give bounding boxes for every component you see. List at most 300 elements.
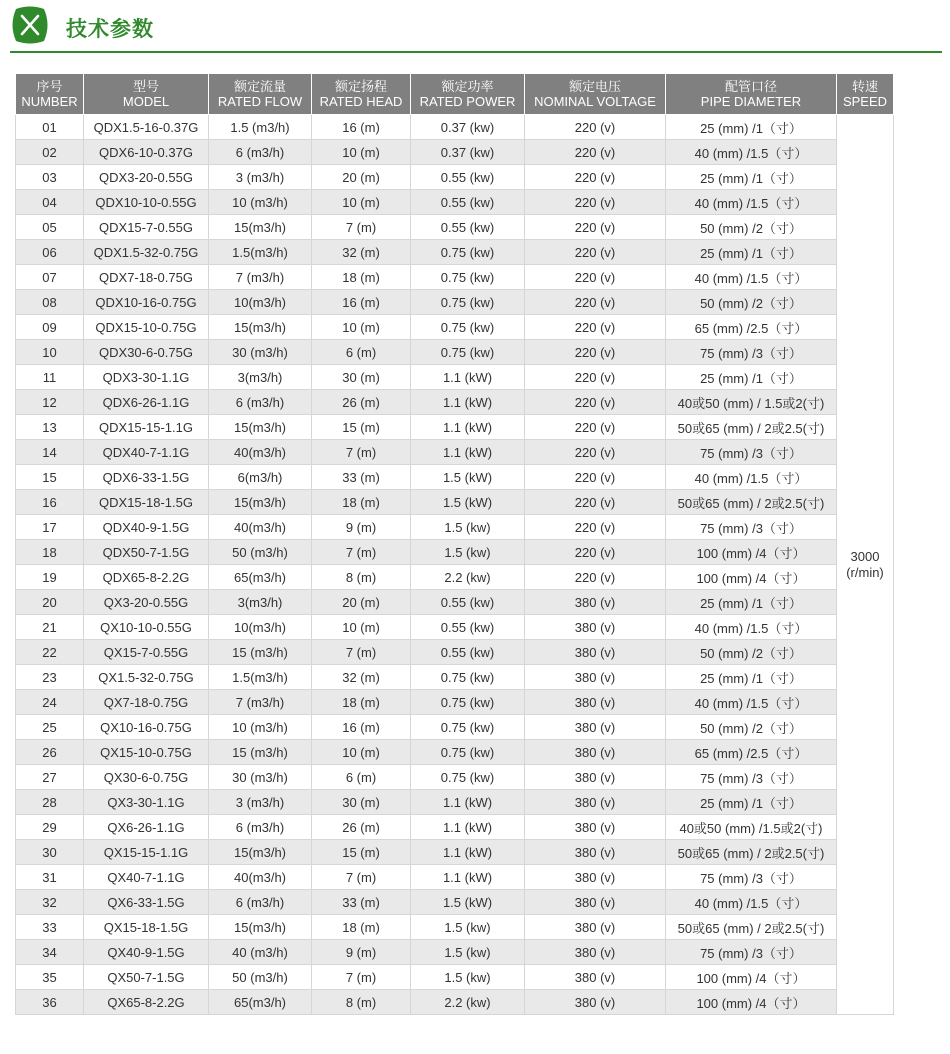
- cell-rated-flow: 10 (m3/h): [209, 715, 312, 740]
- table-row: [16, 415, 894, 440]
- cell-model: QX3-20-0.55G: [84, 590, 209, 615]
- table-row: [16, 890, 894, 915]
- cell-pipe-diameter: 100 (mm) /4（寸）: [666, 540, 837, 565]
- cell-number: 35: [16, 965, 84, 990]
- cell-rated-head: 18 (m): [312, 265, 411, 290]
- cell-rated-flow: 1.5 (m3/h): [209, 115, 312, 140]
- cell-model: QDX15-10-0.75G: [84, 315, 209, 340]
- cell-rated-head: 6 (m): [312, 765, 411, 790]
- cell-nominal-voltage: 380 (v): [525, 990, 666, 1015]
- cell-rated-head: 18 (m): [312, 915, 411, 940]
- cell-number: 07: [16, 265, 84, 290]
- table-row: [16, 640, 894, 665]
- cell-pipe-diameter: 75 (mm) /3（寸）: [666, 340, 837, 365]
- cell-pipe-diameter: 40 (mm) /1.5（寸）: [666, 890, 837, 915]
- cell-model: QDX65-8-2.2G: [84, 565, 209, 590]
- cell-number: 27: [16, 765, 84, 790]
- table-row: [16, 140, 894, 165]
- table-body: [16, 115, 894, 1015]
- cell-rated-power: 0.75 (kw): [411, 315, 525, 340]
- cell-rated-head: 26 (m): [312, 390, 411, 415]
- header-number: 序号 NUMBER: [16, 74, 84, 115]
- cell-pipe-diameter: 40 (mm) /1.5（寸）: [666, 190, 837, 215]
- cell-rated-flow: 15(m3/h): [209, 840, 312, 865]
- cell-pipe-diameter: 50或65 (mm) / 2或2.5(寸): [666, 490, 837, 515]
- cell-rated-flow: 30 (m3/h): [209, 765, 312, 790]
- header-rated-power: 额定功率 RATED POWER: [411, 74, 525, 115]
- cell-rated-head: 7 (m): [312, 965, 411, 990]
- cell-number: 14: [16, 440, 84, 465]
- cell-nominal-voltage: 220 (v): [525, 540, 666, 565]
- cell-rated-power: 1.5 (kw): [411, 940, 525, 965]
- cell-number: 09: [16, 315, 84, 340]
- cell-number: 19: [16, 565, 84, 590]
- cell-rated-head: 30 (m): [312, 790, 411, 815]
- cell-nominal-voltage: 380 (v): [525, 915, 666, 940]
- cell-rated-power: 0.55 (kw): [411, 615, 525, 640]
- cell-rated-head: 7 (m): [312, 440, 411, 465]
- cell-nominal-voltage: 220 (v): [525, 215, 666, 240]
- table-row: [16, 665, 894, 690]
- cell-rated-head: 7 (m): [312, 215, 411, 240]
- cell-nominal-voltage: 380 (v): [525, 640, 666, 665]
- cell-rated-head: 15 (m): [312, 415, 411, 440]
- cell-rated-head: 16 (m): [312, 115, 411, 140]
- cell-number: 11: [16, 365, 84, 390]
- cell-nominal-voltage: 380 (v): [525, 615, 666, 640]
- cell-nominal-voltage: 380 (v): [525, 840, 666, 865]
- table-row: [16, 115, 894, 140]
- cell-pipe-diameter: 75 (mm) /3（寸）: [666, 940, 837, 965]
- cell-model: QDX7-18-0.75G: [84, 265, 209, 290]
- cell-pipe-diameter: 75 (mm) /3（寸）: [666, 865, 837, 890]
- cell-pipe-diameter: 75 (mm) /3（寸）: [666, 765, 837, 790]
- cell-rated-power: 0.37 (kw): [411, 115, 525, 140]
- cell-nominal-voltage: 380 (v): [525, 815, 666, 840]
- cell-rated-flow: 3 (m3/h): [209, 790, 312, 815]
- cell-rated-head: 10 (m): [312, 315, 411, 340]
- cell-rated-flow: 15(m3/h): [209, 215, 312, 240]
- cell-rated-flow: 30 (m3/h): [209, 340, 312, 365]
- cell-rated-head: 30 (m): [312, 365, 411, 390]
- cell-number: 02: [16, 140, 84, 165]
- cell-number: 24: [16, 690, 84, 715]
- cell-model: QDX10-10-0.55G: [84, 190, 209, 215]
- cell-model: QDX10-16-0.75G: [84, 290, 209, 315]
- header-rated-head: 额定扬程 RATED HEAD: [312, 74, 411, 115]
- cell-rated-power: 0.75 (kw): [411, 715, 525, 740]
- table-header-row: [16, 74, 894, 115]
- cell-pipe-diameter: 50或65 (mm) / 2或2.5(寸): [666, 915, 837, 940]
- cell-rated-head: 20 (m): [312, 165, 411, 190]
- table-row: [16, 390, 894, 415]
- cell-rated-power: 1.1 (kW): [411, 865, 525, 890]
- cell-model: QDX15-7-0.55G: [84, 215, 209, 240]
- speed-unit: (r/min): [846, 564, 884, 580]
- cell-nominal-voltage: 380 (v): [525, 890, 666, 915]
- cell-model: QX15-10-0.75G: [84, 740, 209, 765]
- cell-rated-flow: 1.5(m3/h): [209, 665, 312, 690]
- cell-nominal-voltage: 220 (v): [525, 440, 666, 465]
- table-row: [16, 490, 894, 515]
- cell-rated-power: 1.1 (kW): [411, 390, 525, 415]
- cell-rated-flow: 15(m3/h): [209, 415, 312, 440]
- cell-rated-power: 0.75 (kw): [411, 290, 525, 315]
- table-row: [16, 515, 894, 540]
- cell-model: QX10-16-0.75G: [84, 715, 209, 740]
- cell-nominal-voltage: 220 (v): [525, 290, 666, 315]
- cell-number: 03: [16, 165, 84, 190]
- cell-rated-power: 0.75 (kw): [411, 340, 525, 365]
- cell-model: QX10-10-0.55G: [84, 615, 209, 640]
- cell-model: QX7-18-0.75G: [84, 690, 209, 715]
- cell-nominal-voltage: 220 (v): [525, 140, 666, 165]
- cell-nominal-voltage: 220 (v): [525, 515, 666, 540]
- cell-number: 23: [16, 665, 84, 690]
- cell-model: QX3-30-1.1G: [84, 790, 209, 815]
- cell-rated-power: 1.1 (kW): [411, 440, 525, 465]
- cell-model: QDX15-18-1.5G: [84, 490, 209, 515]
- cell-pipe-diameter: 75 (mm) /3（寸）: [666, 440, 837, 465]
- cell-pipe-diameter: 25 (mm) /1（寸）: [666, 165, 837, 190]
- cell-rated-head: 10 (m): [312, 190, 411, 215]
- cell-rated-power: 1.5 (kw): [411, 965, 525, 990]
- cell-model: QDX40-7-1.1G: [84, 440, 209, 465]
- page-title: 技术参数: [66, 17, 154, 41]
- cell-rated-flow: 40(m3/h): [209, 865, 312, 890]
- cell-nominal-voltage: 220 (v): [525, 490, 666, 515]
- table-row: [16, 440, 894, 465]
- cell-rated-flow: 6 (m3/h): [209, 140, 312, 165]
- cell-rated-flow: 3 (m3/h): [209, 165, 312, 190]
- table-row: [16, 590, 894, 615]
- table-row: [16, 865, 894, 890]
- cell-rated-power: 0.37 (kw): [411, 140, 525, 165]
- table-row: [16, 240, 894, 265]
- cell-pipe-diameter: 40 (mm) /1.5（寸）: [666, 265, 837, 290]
- cell-rated-head: 8 (m): [312, 990, 411, 1015]
- cell-rated-flow: 6(m3/h): [209, 465, 312, 490]
- cell-rated-flow: 6 (m3/h): [209, 890, 312, 915]
- cell-number: 01: [16, 115, 84, 140]
- cell-rated-flow: 10(m3/h): [209, 615, 312, 640]
- cell-rated-head: 10 (m): [312, 140, 411, 165]
- cell-model: QDX3-30-1.1G: [84, 365, 209, 390]
- cell-rated-power: 0.75 (kw): [411, 265, 525, 290]
- cell-rated-head: 7 (m): [312, 865, 411, 890]
- table-row: [16, 965, 894, 990]
- cell-nominal-voltage: 380 (v): [525, 690, 666, 715]
- header-pipe-diameter: 配管口径 PIPE DIAMETER: [666, 74, 837, 115]
- header-rated-flow: 额定流量 RATED FLOW: [209, 74, 312, 115]
- cell-rated-power: 1.5 (kW): [411, 465, 525, 490]
- x-cross-badge-icon: [10, 5, 50, 45]
- cell-pipe-diameter: 25 (mm) /1（寸）: [666, 365, 837, 390]
- cell-rated-power: 2.2 (kw): [411, 990, 525, 1015]
- cell-pipe-diameter: 40或50 (mm) / 1.5或2(寸): [666, 390, 837, 415]
- cell-model: QDX1.5-16-0.37G: [84, 115, 209, 140]
- cell-model: QDX6-33-1.5G: [84, 465, 209, 490]
- cell-nominal-voltage: 380 (v): [525, 965, 666, 990]
- cell-rated-power: 1.5 (kw): [411, 515, 525, 540]
- cell-model: QX40-9-1.5G: [84, 940, 209, 965]
- cell-number: 34: [16, 940, 84, 965]
- cell-pipe-diameter: 50 (mm) /2（寸）: [666, 640, 837, 665]
- cell-model: QX50-7-1.5G: [84, 965, 209, 990]
- cell-rated-head: 18 (m): [312, 690, 411, 715]
- cell-pipe-diameter: 50或65 (mm) / 2或2.5(寸): [666, 840, 837, 865]
- table-row: [16, 815, 894, 840]
- cell-number: 10: [16, 340, 84, 365]
- cell-pipe-diameter: 25 (mm) /1（寸）: [666, 115, 837, 140]
- cell-pipe-diameter: 40 (mm) /1.5（寸）: [666, 690, 837, 715]
- cell-pipe-diameter: 50 (mm) /2（寸）: [666, 715, 837, 740]
- cell-pipe-diameter: 100 (mm) /4（寸）: [666, 990, 837, 1015]
- cell-pipe-diameter: 75 (mm) /3（寸）: [666, 515, 837, 540]
- table-row: [16, 765, 894, 790]
- table-row: [16, 990, 894, 1015]
- cell-nominal-voltage: 220 (v): [525, 340, 666, 365]
- cell-nominal-voltage: 380 (v): [525, 865, 666, 890]
- cell-rated-flow: 50 (m3/h): [209, 540, 312, 565]
- cell-model: QDX1.5-32-0.75G: [84, 240, 209, 265]
- table-row: [16, 290, 894, 315]
- cell-rated-head: 8 (m): [312, 565, 411, 590]
- cell-rated-head: 16 (m): [312, 290, 411, 315]
- cell-model: QX6-33-1.5G: [84, 890, 209, 915]
- table-row: [16, 915, 894, 940]
- cell-number: 16: [16, 490, 84, 515]
- cell-pipe-diameter: 65 (mm) /2.5（寸）: [666, 740, 837, 765]
- cell-model: QDX15-15-1.1G: [84, 415, 209, 440]
- cell-rated-flow: 15 (m3/h): [209, 740, 312, 765]
- cell-rated-power: 1.1 (kW): [411, 815, 525, 840]
- cell-rated-power: 0.55 (kw): [411, 190, 525, 215]
- cell-nominal-voltage: 220 (v): [525, 190, 666, 215]
- speed-cell: [837, 115, 894, 1015]
- cell-rated-flow: 15(m3/h): [209, 315, 312, 340]
- cell-rated-head: 32 (m): [312, 240, 411, 265]
- cell-nominal-voltage: 220 (v): [525, 390, 666, 415]
- cell-rated-head: 6 (m): [312, 340, 411, 365]
- cell-nominal-voltage: 380 (v): [525, 665, 666, 690]
- table-row: [16, 215, 894, 240]
- cell-rated-head: 20 (m): [312, 590, 411, 615]
- cell-rated-power: 1.1 (kW): [411, 415, 525, 440]
- cell-number: 21: [16, 615, 84, 640]
- cell-rated-power: 0.55 (kw): [411, 640, 525, 665]
- cell-nominal-voltage: 220 (v): [525, 565, 666, 590]
- cell-pipe-diameter: 50 (mm) /2（寸）: [666, 215, 837, 240]
- cell-rated-flow: 15(m3/h): [209, 915, 312, 940]
- cell-nominal-voltage: 220 (v): [525, 115, 666, 140]
- cell-number: 12: [16, 390, 84, 415]
- cell-pipe-diameter: 100 (mm) /4（寸）: [666, 965, 837, 990]
- cell-nominal-voltage: 380 (v): [525, 765, 666, 790]
- cell-model: QX30-6-0.75G: [84, 765, 209, 790]
- table-row: [16, 615, 894, 640]
- cell-rated-flow: 6 (m3/h): [209, 390, 312, 415]
- cell-rated-power: 1.1 (kW): [411, 840, 525, 865]
- cell-rated-power: 2.2 (kw): [411, 565, 525, 590]
- cell-rated-power: 0.75 (kw): [411, 665, 525, 690]
- cell-rated-flow: 40(m3/h): [209, 440, 312, 465]
- cell-nominal-voltage: 220 (v): [525, 415, 666, 440]
- cell-pipe-diameter: 25 (mm) /1（寸）: [666, 790, 837, 815]
- cell-model: QDX30-6-0.75G: [84, 340, 209, 365]
- header-divider: [10, 51, 942, 53]
- cell-model: QX40-7-1.1G: [84, 865, 209, 890]
- table-row: [16, 715, 894, 740]
- cell-rated-head: 7 (m): [312, 640, 411, 665]
- table-row: [16, 690, 894, 715]
- header-nominal-voltage: 额定电压 NOMINAL VOLTAGE: [525, 74, 666, 115]
- cell-model: QX65-8-2.2G: [84, 990, 209, 1015]
- cell-pipe-diameter: 50或65 (mm) / 2或2.5(寸): [666, 415, 837, 440]
- cell-number: 33: [16, 915, 84, 940]
- table-row: [16, 315, 894, 340]
- cell-rated-power: 0.75 (kw): [411, 690, 525, 715]
- cell-rated-head: 32 (m): [312, 665, 411, 690]
- cell-number: 04: [16, 190, 84, 215]
- cell-pipe-diameter: 40 (mm) /1.5（寸）: [666, 140, 837, 165]
- cell-rated-power: 0.75 (kw): [411, 740, 525, 765]
- cell-nominal-voltage: 220 (v): [525, 315, 666, 340]
- cell-model: QX6-26-1.1G: [84, 815, 209, 840]
- cell-rated-head: 33 (m): [312, 465, 411, 490]
- cell-rated-power: 1.5 (kW): [411, 890, 525, 915]
- cell-model: QX15-7-0.55G: [84, 640, 209, 665]
- cell-rated-head: 18 (m): [312, 490, 411, 515]
- cell-rated-head: 9 (m): [312, 940, 411, 965]
- cell-nominal-voltage: 220 (v): [525, 365, 666, 390]
- cell-rated-head: 16 (m): [312, 715, 411, 740]
- cell-pipe-diameter: 25 (mm) /1（寸）: [666, 590, 837, 615]
- cell-rated-flow: 50 (m3/h): [209, 965, 312, 990]
- cell-nominal-voltage: 220 (v): [525, 240, 666, 265]
- cell-number: 31: [16, 865, 84, 890]
- cell-model: QDX40-9-1.5G: [84, 515, 209, 540]
- cell-pipe-diameter: 25 (mm) /1（寸）: [666, 240, 837, 265]
- spec-table: [15, 73, 894, 1015]
- cell-nominal-voltage: 380 (v): [525, 940, 666, 965]
- cell-nominal-voltage: 220 (v): [525, 165, 666, 190]
- cell-rated-power: 0.55 (kw): [411, 215, 525, 240]
- cell-pipe-diameter: 50 (mm) /2（寸）: [666, 290, 837, 315]
- cell-pipe-diameter: 40或50 (mm) /1.5或2(寸): [666, 815, 837, 840]
- table-row: [16, 565, 894, 590]
- cell-model: QX1.5-32-0.75G: [84, 665, 209, 690]
- cell-number: 30: [16, 840, 84, 865]
- cell-rated-power: 1.1 (kW): [411, 365, 525, 390]
- cell-number: 28: [16, 790, 84, 815]
- cell-number: 15: [16, 465, 84, 490]
- cell-rated-head: 26 (m): [312, 815, 411, 840]
- cell-rated-flow: 6 (m3/h): [209, 815, 312, 840]
- cell-rated-flow: 40(m3/h): [209, 515, 312, 540]
- cell-nominal-voltage: 380 (v): [525, 740, 666, 765]
- table-row: [16, 265, 894, 290]
- cell-rated-head: 10 (m): [312, 740, 411, 765]
- cell-number: 08: [16, 290, 84, 315]
- header-model: 型号 MODEL: [84, 74, 209, 115]
- cell-rated-flow: 10(m3/h): [209, 290, 312, 315]
- cell-model: QDX6-10-0.37G: [84, 140, 209, 165]
- cell-nominal-voltage: 380 (v): [525, 715, 666, 740]
- cell-rated-flow: 7 (m3/h): [209, 690, 312, 715]
- cell-rated-power: 1.5 (kw): [411, 915, 525, 940]
- cell-rated-flow: 65(m3/h): [209, 565, 312, 590]
- table-row: [16, 740, 894, 765]
- cell-number: 32: [16, 890, 84, 915]
- cell-rated-head: 7 (m): [312, 540, 411, 565]
- table-row: [16, 190, 894, 215]
- cell-rated-power: 0.75 (kw): [411, 240, 525, 265]
- cell-number: 26: [16, 740, 84, 765]
- cell-rated-head: 15 (m): [312, 840, 411, 865]
- cell-rated-flow: 3(m3/h): [209, 590, 312, 615]
- cell-number: 05: [16, 215, 84, 240]
- cell-rated-head: 9 (m): [312, 515, 411, 540]
- table-row: [16, 340, 894, 365]
- cell-rated-flow: 1.5(m3/h): [209, 240, 312, 265]
- cell-rated-flow: 65(m3/h): [209, 990, 312, 1015]
- cell-model: QDX3-20-0.55G: [84, 165, 209, 190]
- cell-pipe-diameter: 100 (mm) /4（寸）: [666, 565, 837, 590]
- table-row: [16, 540, 894, 565]
- cell-nominal-voltage: 220 (v): [525, 265, 666, 290]
- cell-rated-head: 33 (m): [312, 890, 411, 915]
- cell-rated-power: 1.5 (kW): [411, 490, 525, 515]
- cell-number: 17: [16, 515, 84, 540]
- table-row: [16, 940, 894, 965]
- cell-rated-flow: 15(m3/h): [209, 490, 312, 515]
- cell-rated-flow: 10 (m3/h): [209, 190, 312, 215]
- cell-rated-flow: 7 (m3/h): [209, 265, 312, 290]
- cell-rated-power: 0.75 (kw): [411, 765, 525, 790]
- cell-rated-flow: 15 (m3/h): [209, 640, 312, 665]
- cell-model: QDX50-7-1.5G: [84, 540, 209, 565]
- cell-nominal-voltage: 380 (v): [525, 790, 666, 815]
- table-row: [16, 790, 894, 815]
- cell-rated-flow: 40 (m3/h): [209, 940, 312, 965]
- cell-number: 20: [16, 590, 84, 615]
- cell-number: 36: [16, 990, 84, 1015]
- table-row: [16, 465, 894, 490]
- cell-nominal-voltage: 380 (v): [525, 590, 666, 615]
- cell-number: 06: [16, 240, 84, 265]
- cell-pipe-diameter: 25 (mm) /1（寸）: [666, 665, 837, 690]
- cell-model: QDX6-26-1.1G: [84, 390, 209, 415]
- cell-number: 13: [16, 415, 84, 440]
- cell-pipe-diameter: 40 (mm) /1.5（寸）: [666, 465, 837, 490]
- header-speed: 转速 SPEED: [837, 74, 894, 115]
- speed-value: 3000: [850, 548, 880, 564]
- cell-rated-power: 1.1 (kW): [411, 790, 525, 815]
- cell-rated-flow: 3(m3/h): [209, 365, 312, 390]
- cell-number: 25: [16, 715, 84, 740]
- cell-rated-power: 0.55 (kw): [411, 165, 525, 190]
- table-row: [16, 365, 894, 390]
- table-row: [16, 840, 894, 865]
- cell-number: 22: [16, 640, 84, 665]
- cell-nominal-voltage: 220 (v): [525, 465, 666, 490]
- cell-rated-power: 1.5 (kw): [411, 540, 525, 565]
- cell-pipe-diameter: 40 (mm) /1.5（寸）: [666, 615, 837, 640]
- cell-model: QX15-18-1.5G: [84, 915, 209, 940]
- cell-pipe-diameter: 65 (mm) /2.5（寸）: [666, 315, 837, 340]
- cell-rated-power: 0.55 (kw): [411, 590, 525, 615]
